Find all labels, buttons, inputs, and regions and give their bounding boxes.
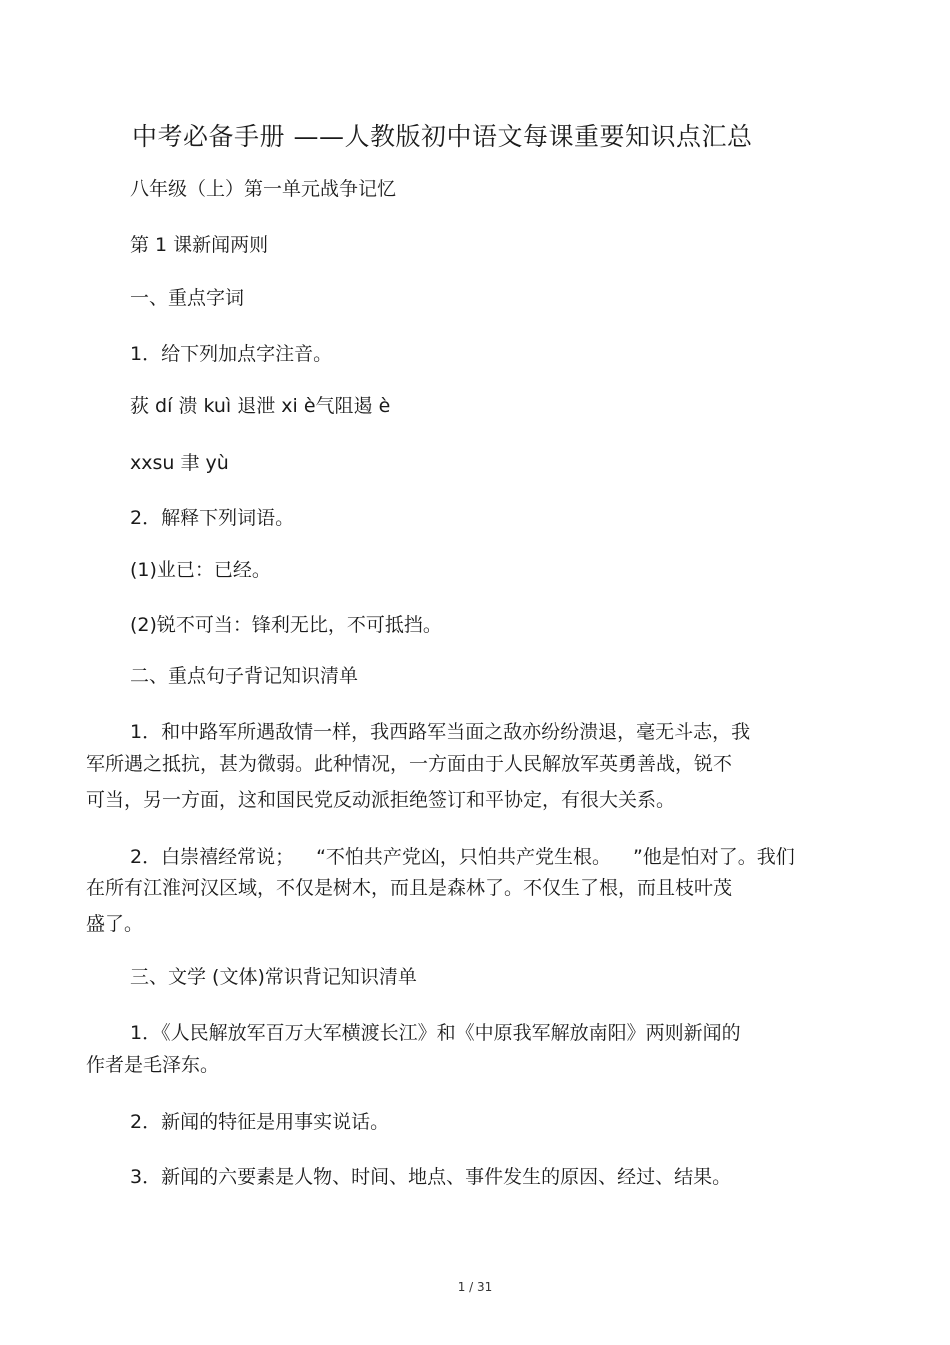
lesson-heading: 第 1 课新闻两则 [130, 234, 269, 256]
paragraph-line: 3．新闻的六要素是人物、时间、地点、事件发生的原因、经过、结果。 [130, 1166, 732, 1188]
paragraph-line: 可当，另一方面，这和国民党反动派拒绝签订和平协定，有很大关系。 [86, 789, 676, 811]
section-heading-2: 二、重点句子背记知识清单 [130, 665, 359, 687]
paragraph-line: 1．《人民解放军百万大军横渡长江》和《中原我军解放南阳》两则新闻的 [130, 1022, 741, 1044]
unit-heading: 八年级（上）第一单元战争记忆 [130, 178, 397, 200]
section-heading-1: 一、重点字词 [130, 287, 245, 309]
question-1: 1．给下列加点字注音。 [130, 343, 333, 365]
pinyin-line-2: xxsu 聿 yù [130, 452, 229, 474]
question-2: 2．解释下列词语。 [130, 507, 295, 529]
paragraph-line: 2．新闻的特征是用事实说话。 [130, 1111, 390, 1133]
definition-2: (2)锐不可当：锋利无比，不可抵挡。 [130, 614, 442, 636]
paragraph-line: 1．和中路军所遇敌情一样，我西路军当面之敌亦纷纷溃退，毫无斗志，我 [130, 721, 751, 743]
document-title: 中考必备手册 ——人教版初中语文每课重要知识点汇总 [132, 122, 753, 151]
paragraph-line: 在所有江淮河汉区域，不仅是树木，而且是森林了。不仅生了根，而且枝叶茂 [86, 877, 733, 899]
paragraph-line [130, 845, 795, 869]
section-heading-3: 三、文学 (文体)常识背记知识清单 [130, 966, 417, 988]
page-number: 1 / 31 [457, 1280, 493, 1294]
paragraph-line: 军所遇之抵抗，甚为微弱。此种情况，一方面由于人民解放军英勇善战，锐不 [86, 753, 733, 775]
paragraph-line: 盛了。 [86, 913, 144, 935]
definition-1: (1)业已：已经。 [130, 559, 271, 581]
quote-text: “不怕共产党凶，只怕共产党生根。 [316, 846, 611, 868]
pinyin-line-1: 荻 dí 溃 kuì 退泄 xi è气阻遏 è [130, 395, 391, 417]
quote-tail: ”他是怕对了。我们 [632, 846, 795, 868]
paragraph-line: 作者是毛泽东。 [86, 1054, 220, 1076]
quote-lead: 2．白崇禧经常说； [130, 846, 295, 868]
